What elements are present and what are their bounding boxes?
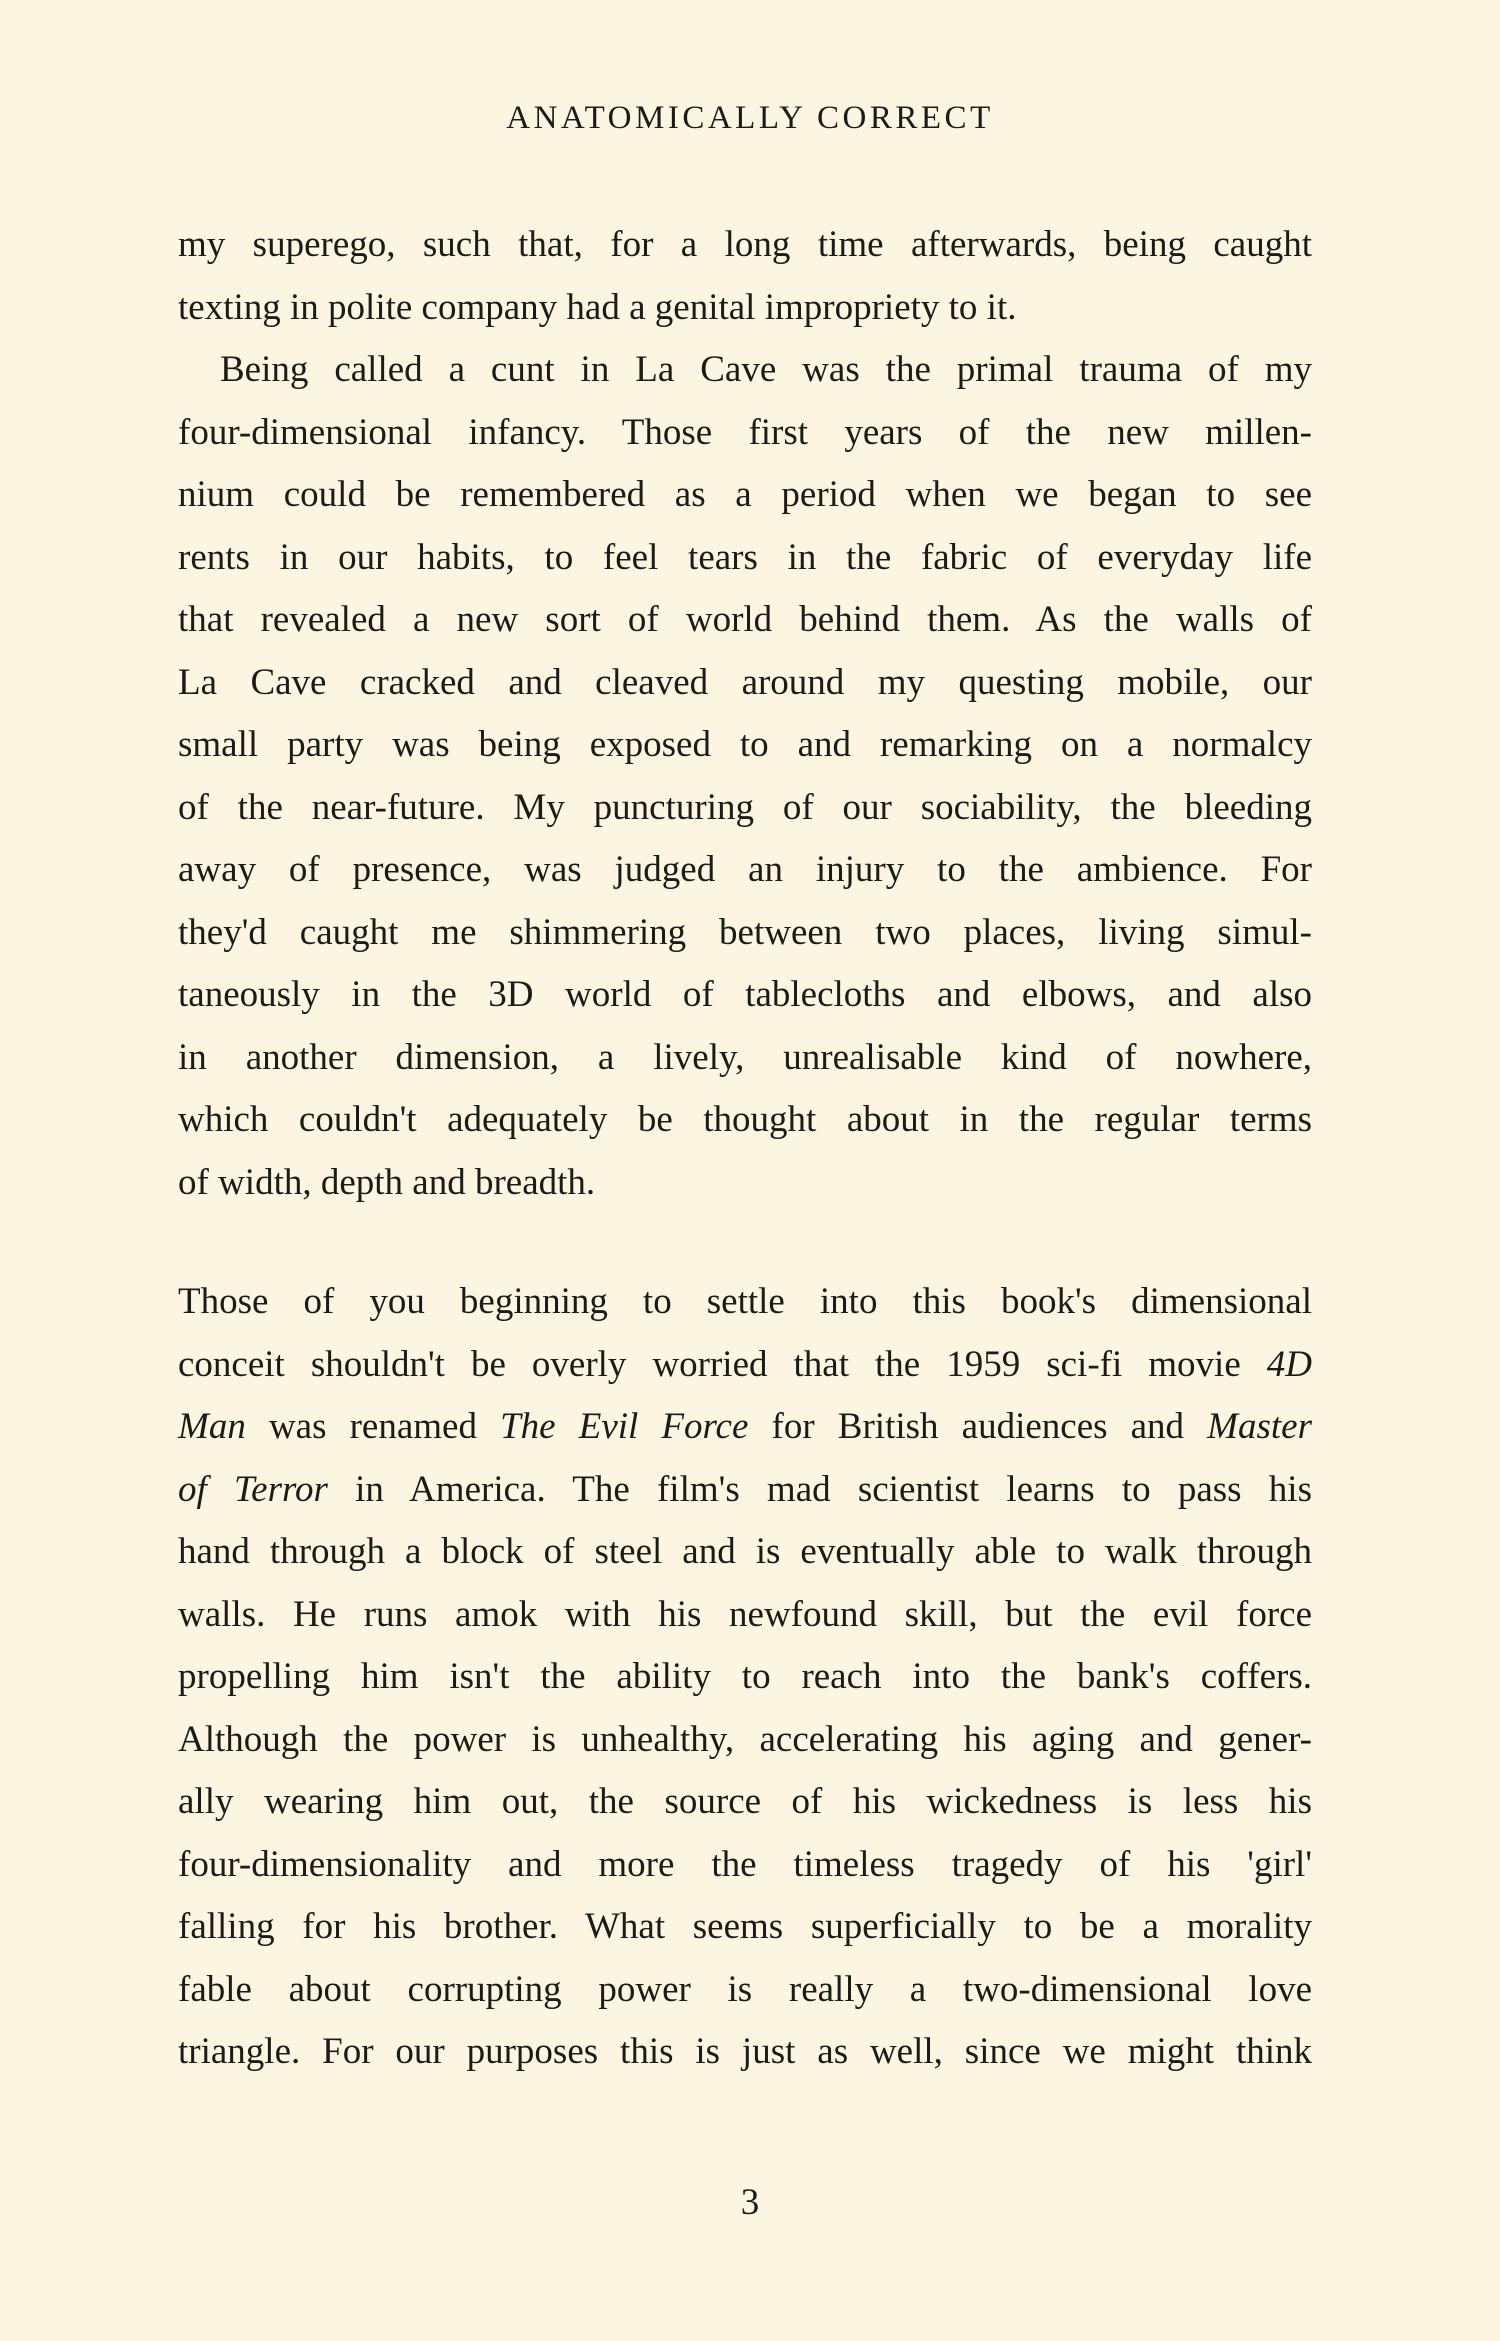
text-line: walls. He runs amok with his newfound skill, but the evil force <box>178 1593 1312 1635</box>
text-line: which couldn't adequately be thought about in the regular terms <box>178 1099 1312 1140</box>
film-title-italic: Man <box>178 1406 246 1447</box>
film-title-italic: Master <box>1207 1406 1312 1447</box>
text-run: in America. The film's mad scientist learns to pass his <box>327 1468 1312 1510</box>
text-line: of the near-future. My puncturing of our sociability, the bleeding <box>178 786 1312 828</box>
text-line: my superego, such that, for a long time afterwards, being caught <box>178 224 1312 265</box>
page-number: 3 <box>740 2182 760 2223</box>
text-line: away of presence, was judged an injury to the ambience. For <box>178 849 1312 890</box>
text-line: of width, depth and breadth. <box>178 1161 596 1203</box>
text-line: in another dimension, a lively, unrealisable kind of nowhere, <box>178 1036 1312 1078</box>
text-run: for British audiences and <box>748 1406 1208 1447</box>
body-text-bottom <box>178 1271 1312 2084</box>
text-line: hand through a block of steel and is eventually able to walk through <box>178 1531 1312 1572</box>
text-line: four-dimensionality and more the timeless tragedy of his 'girl' <box>178 1843 1312 1885</box>
text-line <box>178 1396 1312 1459</box>
text-line: Being called a cunt in La Cave was the primal trauma of my <box>220 349 1312 390</box>
text-line: falling for his brother. What seems superficially to be a morality <box>178 1906 1312 1947</box>
text-line <box>178 1459 1312 1522</box>
text-line: rents in our habits, to feel tears in the fabric of everyday life <box>178 536 1312 578</box>
film-title-italic: 4D <box>1266 1343 1312 1385</box>
text-line: La Cave cracked and cleaved around my questing mobile, our <box>178 661 1312 703</box>
text-line: propelling him isn't the ability to reach into the bank's coffers. <box>178 1656 1312 1697</box>
text-line: four-dimensional infancy. Those first years of the new millen- <box>178 411 1312 453</box>
text-line: fable about corrupting power is really a two-dimensional love <box>178 1968 1312 2010</box>
text-line: small party was being exposed to and remarking on a normalcy <box>178 724 1312 765</box>
text-line: Although the power is unhealthy, accelerating his aging and gener- <box>178 1718 1312 1760</box>
text-line: nium could be remembered as a period when we began to see <box>178 474 1312 515</box>
text-line: ally wearing him out, the source of his wickedness is less his <box>178 1781 1312 1822</box>
text-line: taneously in the 3D world of tablecloths and elbows, and also <box>178 974 1312 1015</box>
text-line <box>178 1334 1312 1397</box>
text-line: Those of you beginning to settle into this book's dimensional <box>178 1281 1312 1322</box>
body-text-top <box>178 214 1312 1214</box>
text-run: was renamed <box>245 1406 501 1447</box>
text-run: conceit shouldn't be overly worried that the 1959 sci-fi movie <box>178 1343 1267 1385</box>
text-line: texting in polite company had a genital impropriety to it. <box>178 286 1017 328</box>
text-line: triangle. For our purposes this is just as well, since we might think <box>178 2031 1312 2072</box>
running-head: ANATOMICALLY CORRECT <box>506 100 994 136</box>
film-title-italic: of Terror <box>178 1468 328 1510</box>
text-line: they'd caught me shimmering between two places, living simul- <box>178 911 1312 953</box>
film-title-italic: The Evil Force <box>500 1406 749 1447</box>
text-line: that revealed a new sort of world behind them. As the walls of <box>178 599 1312 640</box>
